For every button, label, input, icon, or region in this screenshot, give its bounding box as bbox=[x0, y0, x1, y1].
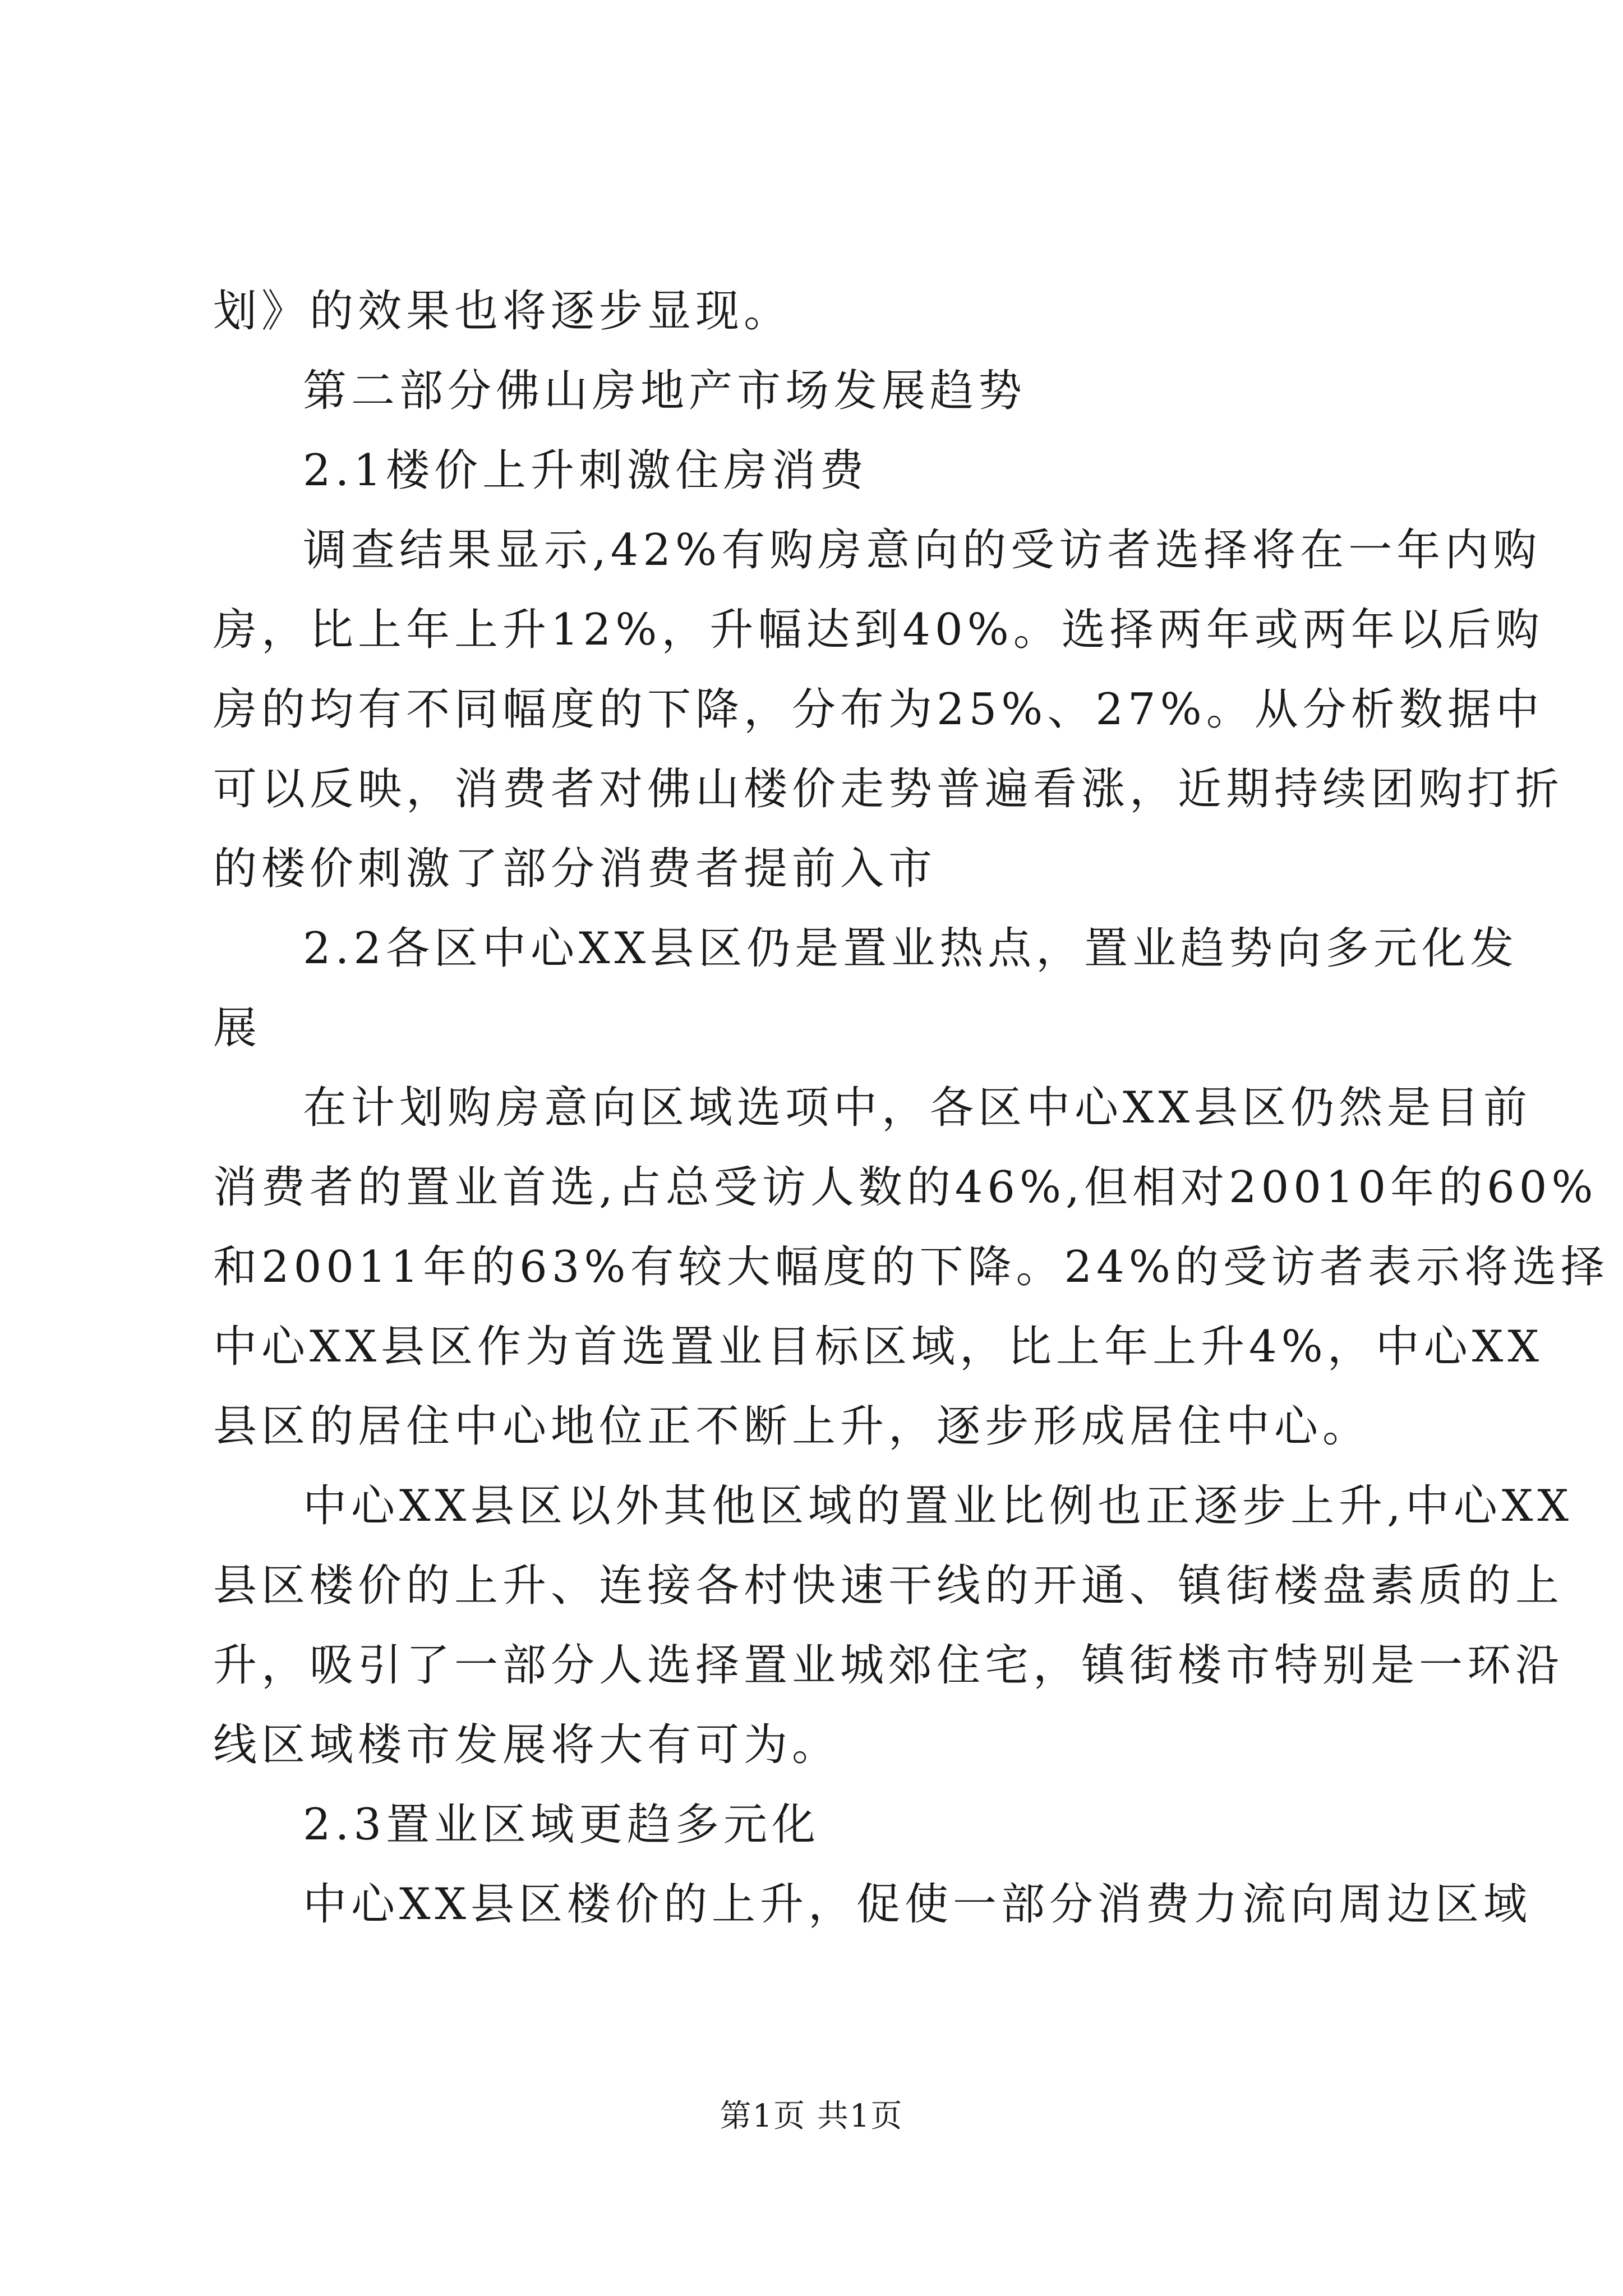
body-text-line: 中心XX县区以外其他区域的置业比例也正逐步上升,中心XX bbox=[303, 1481, 1573, 1531]
body-text-line: 房的均有不同幅度的下降，分布为25%、27%。从分析数据中 bbox=[213, 684, 1544, 735]
body-text-line: 的楼价刺激了部分消费者提前入市 bbox=[213, 844, 937, 894]
body-text-line: 房，比上年上升12%，升幅达到40%。选择两年或两年以后购 bbox=[213, 605, 1544, 655]
body-text-line: 中心XX县区楼价的上升，促使一部分消费力流向周边区域 bbox=[303, 1879, 1532, 1930]
subsection-heading-2-3: 2.3置业区域更趋多元化 bbox=[303, 1800, 820, 1850]
body-text-line: 调查结果显示,42%有购房意向的受访者选择将在一年内购 bbox=[303, 525, 1542, 576]
body-text-line: 划》的效果也将逐步显现。 bbox=[213, 286, 792, 337]
body-text-line: 消费者的置业首选,占总受访人数的46%,但相对20010年的60% bbox=[213, 1162, 1598, 1213]
body-text-line: 升，吸引了一部分人选择置业城郊住宅，镇街楼市特别是一环沿 bbox=[213, 1640, 1564, 1691]
body-text-line: 和20011年的63%有较大幅度的下降。24%的受访者表示将选择 bbox=[213, 1242, 1609, 1292]
subsection-heading-2-1: 2.1楼价上升刺激住房消费 bbox=[303, 445, 869, 496]
body-text-line: 在计划购房意向区域选项中，各区中心XX县区仍然是目前 bbox=[303, 1083, 1532, 1133]
section-heading: 第二部分佛山房地产市场发展趋势 bbox=[303, 366, 1027, 416]
body-text-line: 线区域楼市发展将大有可为。 bbox=[213, 1720, 841, 1770]
subsection-heading-2-2: 2.2各区中心XX县区仍是置业热点，置业趋势向多元化发 bbox=[303, 923, 1519, 974]
body-text-line: 县区的居住中心地位正不断上升，逐步形成居住中心。 bbox=[213, 1401, 1371, 1452]
body-text-line: 县区楼价的上升、连接各村快速干线的开通、镇街楼盘素质的上 bbox=[213, 1561, 1564, 1611]
body-text-line: 可以反映，消费者对佛山楼价走势普遍看涨，近期持续团购打折 bbox=[213, 764, 1564, 815]
page-number-footer: 第1页 共1页 bbox=[720, 2098, 903, 2134]
subsection-heading-2-2-continued: 展 bbox=[213, 1003, 262, 1053]
body-text-line: 中心XX县区作为首选置业目标区域，比上年上升4%，中心XX bbox=[213, 1322, 1543, 1372]
